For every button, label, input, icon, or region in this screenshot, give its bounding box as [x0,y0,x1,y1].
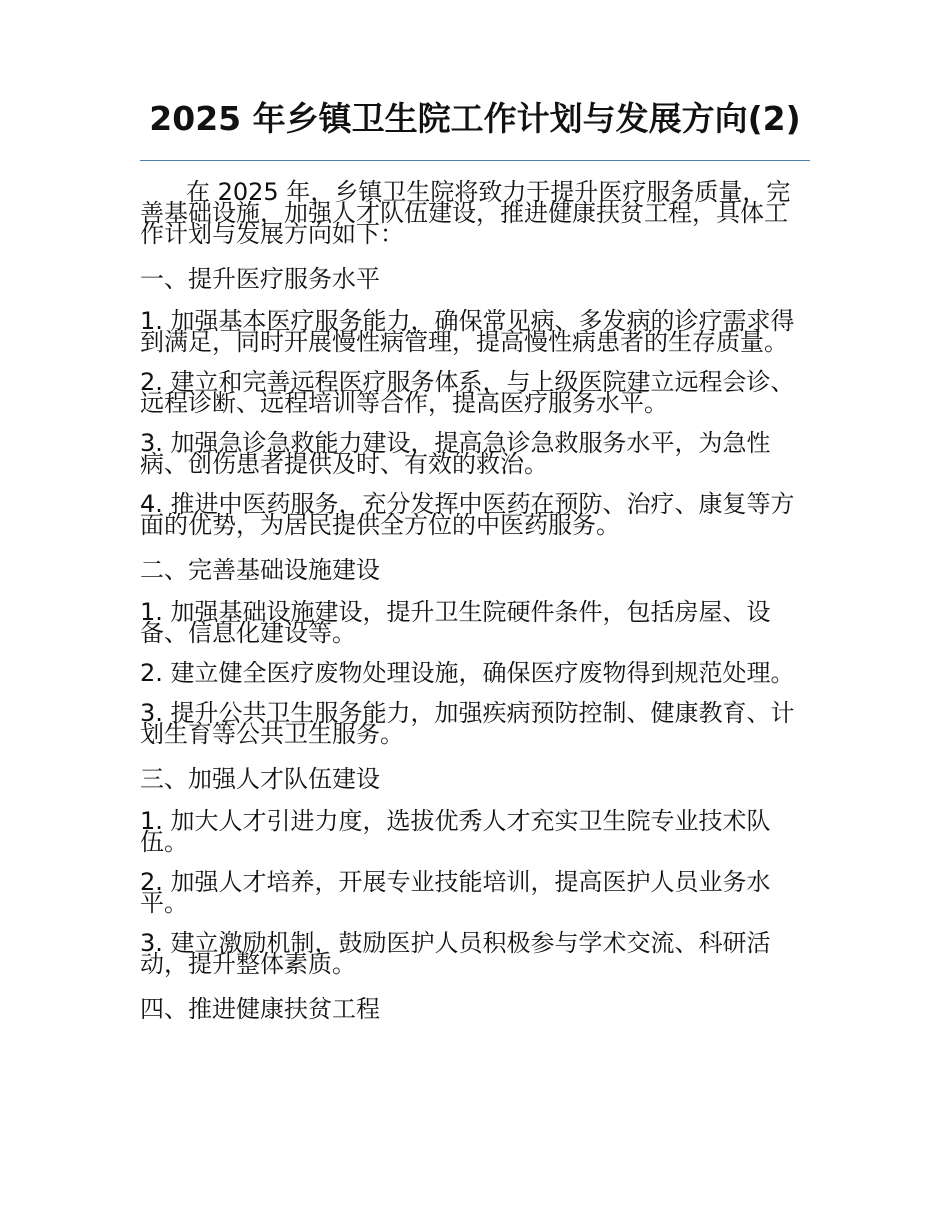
section-1-item-3: 3. 加强急诊急救能力建设，提高急诊急救服务水平，为急性病、创伤患者提供及时、有效的救治。 [140,429,771,478]
section-1-item-1: 1. 加强基本医疗服务能力，确保常见病、多发病的诊疗需求得到满足，同时开展慢性病管理，提高慢性病患者的生存质量。 [140,307,795,356]
section-2-item-1: 1. 加强基础设施建设，提升卫生院硬件条件，包括房屋、设备、信息化建设等。 [140,598,771,647]
section-heading-2: 二、完善基础设施建设 [140,556,380,584]
title-divider [140,160,810,161]
section-1-item-4: 4. 推进中医药服务，充分发挥中医药在预防、治疗、康复等方面的优势，为居民提供全方位的中医药服务。 [140,490,795,539]
section-3-item-3: 3. 建立激励机制，鼓励医护人员积极参与学术交流、科研活动，提升整体素质。 [140,929,771,978]
document-title: 2025 年乡镇卫生院工作计划与发展方向(2) [149,99,801,138]
intro-paragraph: 在 2025 年，乡镇卫生院将致力于提升医疗服务质量，完善基础设施，加强人才队伍建设，推进健康扶贫工程，具体工作计划与发展方向如下： [140,178,791,248]
document-body [140,178,810,1041]
section-1-item-2: 2. 建立和完善远程医疗服务体系，与上级医院建立远程会诊、远程诊断、远程培训等合作，提高医疗服务水平。 [140,368,795,417]
section-3-item-2: 2. 加强人才培养，开展专业技能培训，提高医护人员业务水平。 [140,868,771,917]
section-heading-3: 三、加强人才队伍建设 [140,765,380,793]
section-heading-1: 一、提升医疗服务水平 [140,265,380,293]
section-3-item-1: 1. 加大人才引进力度，选拔优秀人才充实卫生院专业技术队伍。 [140,807,771,856]
section-2-item-2: 2. 建立健全医疗废物处理设施，确保医疗废物得到规范处理。 [140,659,795,687]
section-2-item-3: 3. 提升公共卫生服务能力，加强疾病预防控制、健康教育、计划生育等公共卫生服务。 [140,699,795,748]
section-heading-4: 四、推进健康扶贫工程 [140,995,380,1023]
